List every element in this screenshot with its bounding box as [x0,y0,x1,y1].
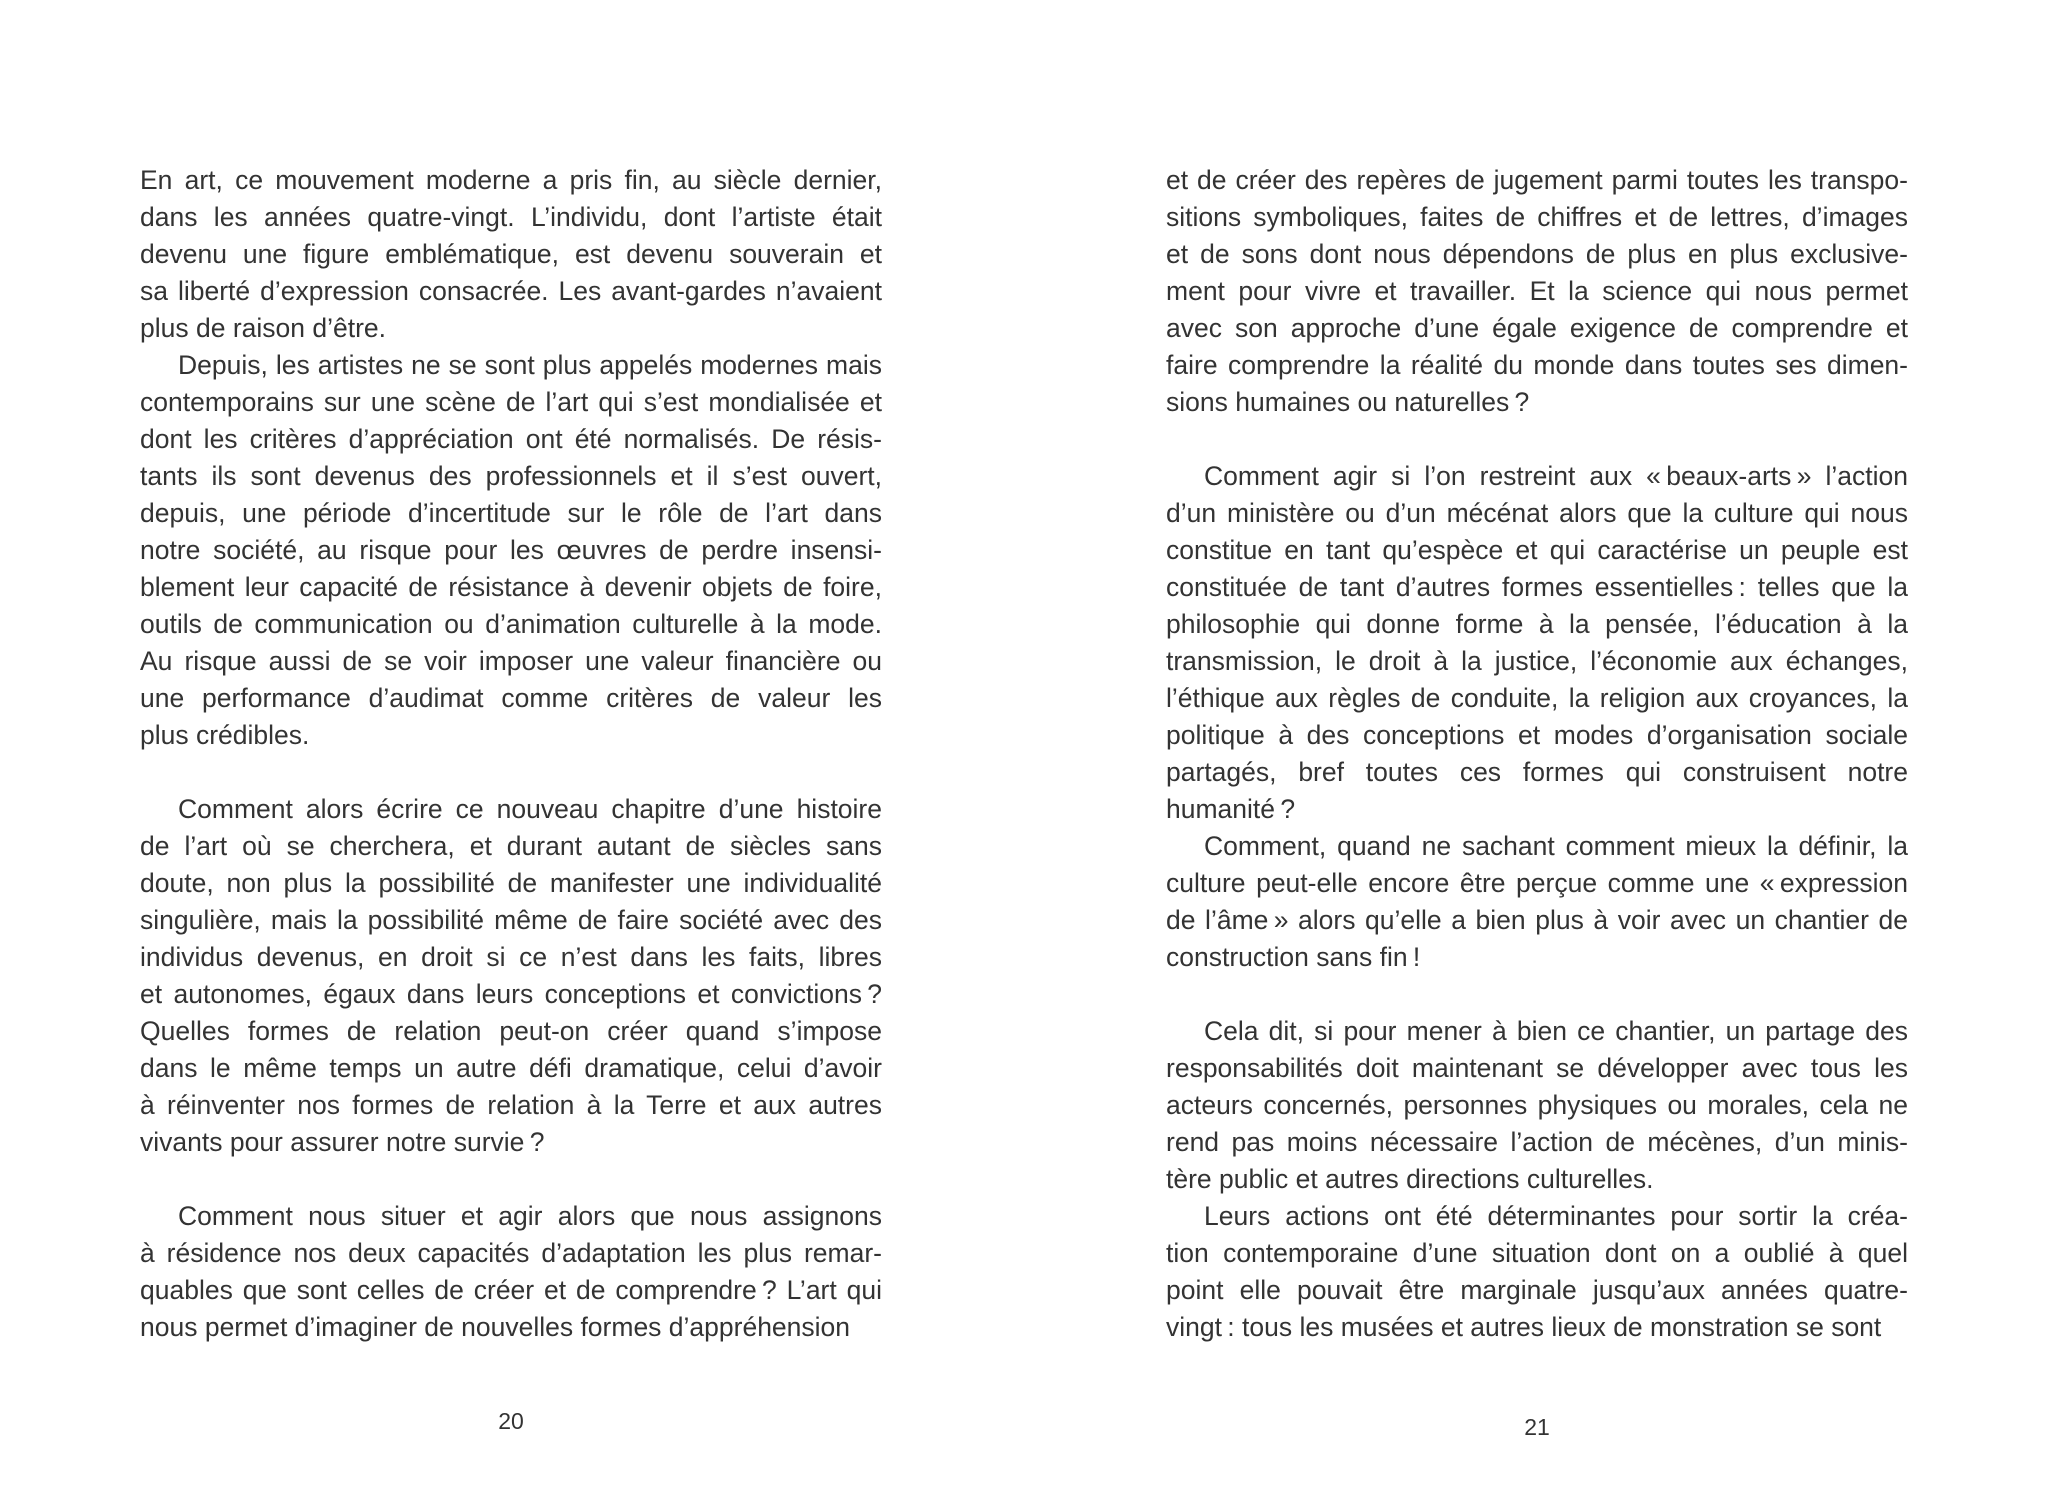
paragraph [1166,162,1908,421]
text-line: doute, non plus la possibilité de manifester une individualité [140,868,882,898]
text-line: Depuis, les artistes ne se sont plus appelés modernes mais [178,350,882,380]
text-line: l’éthique aux règles de conduite, la religion aux croyances, la [1166,683,1908,713]
text-line: En art, ce mouvement moderne a pris fin, au siècle dernier, [140,165,882,195]
paragraph [140,1198,882,1346]
text-line: et de sons dont nous dépendons de plus en plus exclusive- [1166,239,1908,269]
text-line: ment pour vivre et travailler. Et la science qui nous permet [1166,276,1908,306]
text-line: sitions symboliques, faites de chiffres et de lettres, d’images [1166,202,1908,232]
text-line: quables que sont celles de créer et de comprendre ? L’art qui [140,1275,882,1305]
text-line: à réinventer nos formes de relation à la Terre et aux autres [140,1090,882,1120]
text-line: à résidence nos deux capacités d’adaptation les plus remar- [140,1238,882,1268]
text-line: Quelles formes de relation peut-on créer quand s’impose [140,1016,882,1046]
text-line: construction sans fin ! [1166,942,1421,972]
paragraph [140,791,882,1161]
paragraph [1166,828,1908,976]
text-line: Au risque aussi de se voir imposer une valeur financière ou [140,646,882,676]
text-line: politique à des conceptions et modes d’organisation sociale [1166,720,1908,750]
text-line: individus devenus, en droit si ce n’est dans les faits, libres [140,942,882,972]
paragraph [140,347,882,754]
text-line: blement leur capacité de résistance à devenir objets de foire, [140,572,882,602]
text-line: sions humaines ou naturelles ? [1166,387,1530,417]
text-line: contemporains sur une scène de l’art qui s’est mondialisée et [140,387,882,417]
text-line: tion contemporaine d’une situation dont on a oublié à quel [1166,1238,1908,1268]
text-line: plus crédibles. [140,720,310,750]
text-line: de l’art où se cherchera, et durant autant de siècles sans [140,831,882,861]
text-line: faire comprendre la réalité du monde dans toutes ses dimen- [1166,350,1908,380]
text-line: tère public et autres directions culturelles. [1166,1164,1654,1194]
text-line: vingt : tous les musées et autres lieux de monstration se sont [1166,1312,1882,1342]
page-number-left: 20 [498,1408,524,1434]
page-right-text-column [1166,162,1908,1346]
text-line: et autonomes, égaux dans leurs conceptions et convictions ? [140,979,882,1009]
paragraph [140,162,882,347]
text-line: point elle pouvait être marginale jusqu’aux années quatre- [1166,1275,1908,1305]
text-line: vivants pour assurer notre survie ? [140,1127,545,1157]
text-line: et de créer des repères de jugement parmi toutes les transpo- [1166,165,1908,195]
text-line: constituée de tant d’autres formes essentielles : telles que la [1166,572,1908,602]
text-line: Comment agir si l’on restreint aux « beaux-arts » l’action [1204,461,1908,491]
text-line: Cela dit, si pour mener à bien ce chantier, un partage des [1204,1016,1908,1046]
text-line: Comment nous situer et agir alors que nous assignons [178,1201,882,1231]
text-line: sa liberté d’expression consacrée. Les avant-gardes n’avaient [140,276,882,306]
text-line: rend pas moins nécessaire l’action de mécènes, d’un minis- [1166,1127,1908,1157]
page-number-right: 21 [1524,1414,1550,1440]
text-line: Leurs actions ont été déterminantes pour sortir la créa- [1204,1201,1908,1231]
text-line: tants ils sont devenus des professionnels et il s’est ouvert, [140,461,882,491]
text-line: une performance d’audimat comme critères de valeur les [140,683,882,713]
text-line: devenu une figure emblématique, est devenu souverain et [140,239,882,269]
text-line: transmission, le droit à la justice, l’économie aux échanges, [1166,646,1908,676]
text-line: humanité ? [1166,794,1296,824]
paragraph [1166,1198,1908,1346]
text-line: philosophie qui donne forme à la pensée, l’éducation à la [1166,609,1908,639]
paragraph [1166,458,1908,828]
text-line: partagés, bref toutes ces formes qui construisent notre [1166,757,1908,787]
text-line: notre société, au risque pour les œuvres de perdre insensi- [140,535,882,565]
text-line: culture peut-elle encore être perçue comme une « expression [1166,868,1908,898]
text-line: singulière, mais la possibilité même de faire société avec des [140,905,882,935]
text-line: dans les années quatre-vingt. L’individu, dont l’artiste était [140,202,882,232]
text-line: outils de communication ou d’animation culturelle à la mode. [140,609,882,639]
paragraph [1166,1013,1908,1198]
text-line: avec son approche d’une égale exigence de comprendre et [1166,313,1908,343]
text-line: Comment, quand ne sachant comment mieux la définir, la [1204,831,1908,861]
text-line: depuis, une période d’incertitude sur le rôle de l’art dans [140,498,882,528]
text-line: plus de raison d’être. [140,313,387,343]
text-line: responsabilités doit maintenant se développer avec tous les [1166,1053,1908,1083]
text-line: dont les critères d’appréciation ont été normalisés. De résis- [140,424,882,454]
text-line: acteurs concernés, personnes physiques ou morales, cela ne [1166,1090,1908,1120]
text-line: dans le même temps un autre défi dramatique, celui d’avoir [140,1053,882,1083]
text-line: Comment alors écrire ce nouveau chapitre d’une histoire [178,794,882,824]
text-line: d’un ministère ou d’un mécénat alors que la culture qui nous [1166,498,1908,528]
text-line: de l’âme » alors qu’elle a bien plus à voir avec un chantier de [1166,905,1908,935]
text-line: constitue en tant qu’espèce et qui caractérise un peuple est [1166,535,1908,565]
page-left-text-column [140,162,882,1346]
text-line: nous permet d’imaginer de nouvelles formes d’appréhension [140,1312,851,1342]
